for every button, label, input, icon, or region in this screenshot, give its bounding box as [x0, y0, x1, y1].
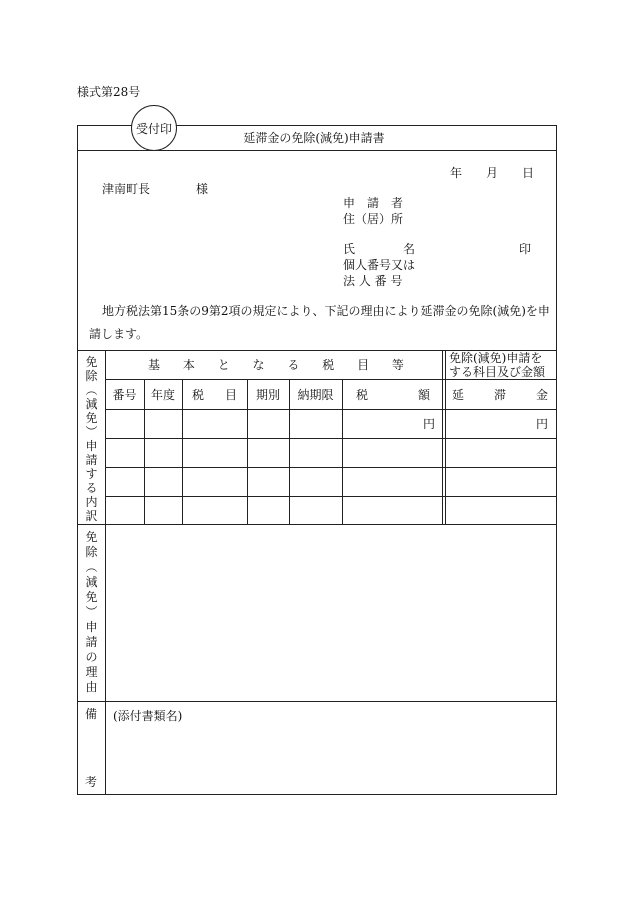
statement-line-1: 地方税法第15条の9第2項の規定により、下記の理由により延滞金の免除(減免)を申	[102, 304, 550, 318]
col-header-tax-amount: 税 額	[356, 388, 430, 402]
late-fee-yen-unit: 円	[536, 417, 549, 431]
applicant-label: 申 請 者	[343, 196, 404, 210]
reason-text-area[interactable]	[107, 526, 555, 700]
address-label: 住（居）所	[343, 212, 404, 226]
id-number-label-1: 個人番号又は	[343, 258, 416, 272]
reason-bottom-border	[77, 701, 557, 702]
col-header-due-date: 納期限	[297, 388, 334, 402]
tax-amount-yen-unit: 円	[423, 417, 436, 431]
col-header-period: 期別	[255, 388, 280, 402]
table-row-4-number-cell[interactable]	[106, 497, 143, 523]
exemption-header-line-1: 免除(減免)申請を	[449, 351, 543, 365]
table-row-3-number-cell[interactable]	[106, 468, 143, 495]
date-day-label: 日	[522, 166, 535, 180]
date-year-label: 年	[450, 166, 463, 180]
base-items-header: 基 本 と な る 税 目 等	[148, 358, 404, 372]
name-label: 氏 名	[343, 242, 416, 256]
date-month-label: 月	[486, 166, 499, 180]
col-header-tax-item: 税 目	[192, 388, 237, 402]
remarks-text-area[interactable]	[107, 726, 555, 792]
detail-bottom-border	[77, 524, 557, 525]
form-title: 延滞金の免除(減免)申請書	[243, 131, 385, 145]
id-number-label-2: 法 人 番 号	[343, 274, 403, 288]
col-header-year: 年度	[150, 388, 175, 402]
col-header-late-fee: 延 滞 金	[452, 388, 548, 402]
statement-line-2: 請します。	[89, 327, 149, 341]
title-divider	[77, 150, 557, 151]
reason-side-label: 免 除 ︵ 減 免 ︶ 申 請 の 理 由	[85, 530, 98, 694]
reception-stamp-circle	[131, 105, 177, 151]
attachment-label: (添付書類名)	[113, 709, 183, 723]
exemption-header-line-2: する科目及び金額	[449, 365, 546, 379]
remarks-label-top: 備	[85, 707, 98, 721]
detail-side-label: 免 除 ︵ 減 免 ︶ 申 請 す る 内 訳	[85, 355, 98, 523]
addressee: 津南町長	[102, 182, 151, 196]
remarks-label-bottom: 考	[85, 775, 98, 789]
reception-stamp-label: 受付印	[135, 121, 172, 136]
form-number: 様式第28号	[77, 85, 141, 99]
addressee-honorific: 様	[196, 182, 209, 196]
table-row-2-number-cell[interactable]	[106, 439, 143, 466]
col-header-number: 番号	[112, 388, 137, 402]
seal-mark: 印	[519, 242, 532, 256]
table-row-1-number-cell[interactable]	[106, 410, 143, 437]
